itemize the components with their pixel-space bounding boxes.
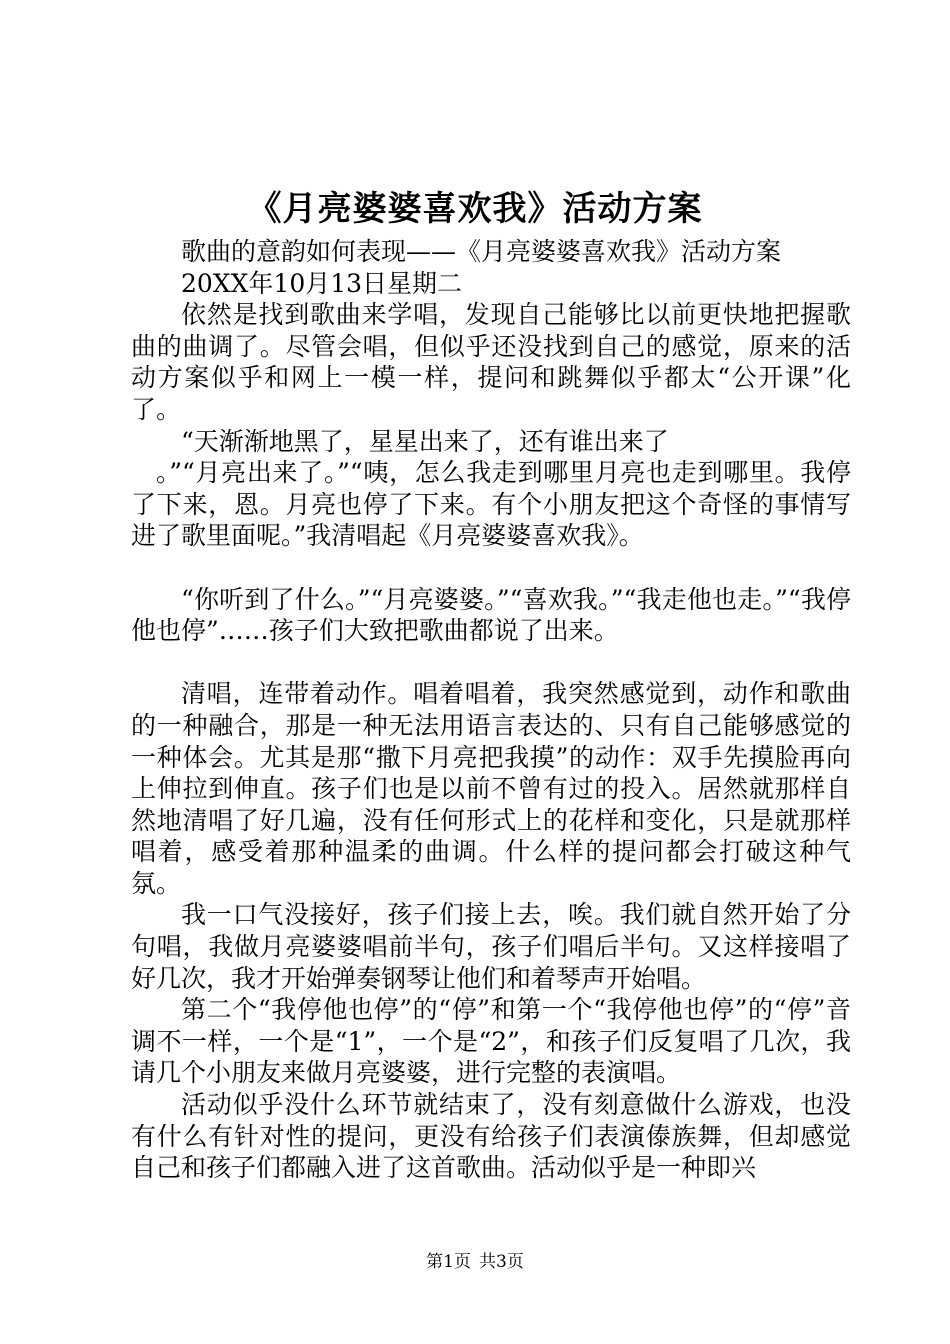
- document-title: 《月亮婆婆喜欢我》活动方案: [247, 189, 703, 229]
- paragraph: “天渐渐地黑了，星星出来了，还有谁出来了: [181, 426, 669, 456]
- page-footer: [0, 1250, 950, 1274]
- paragraph-subtitle: 歌曲的意韵如何表现——《月亮婆婆喜欢我》活动方案: [181, 237, 782, 266]
- page-number: 第1页: [426, 1252, 471, 1272]
- paragraph-date: 20XX年10月13日星期二: [181, 268, 463, 298]
- paragraph: 活动似乎没什么环节就结束了，没有刻意做什么游戏，也没有什么有针对性的提问，更没有给孩子们表演傣族舞，但却感觉自己和孩子们都融入进了这首歌曲。活动似乎是一种即兴: [131, 1090, 851, 1183]
- paragraph: 。”“月亮出来了。”“咦，怎么我走到哪里月亮也走到哪里。我停了下来，恩。月亮也停了下来。有个小朋友把这个奇怪的事情写进了歌里面呢。”我清唱起《月亮婆婆喜欢我》。: [131, 458, 851, 551]
- document-body: [131, 236, 851, 1184]
- paragraph: 第二个“我停他也停”的“停”和第一个“我停他也停”的“停”音调不一样，一个是“1”，一个是“2”，和孩子们反复唱了几次，我请几个小朋友来做月亮婆婆，进行完整的表演唱。: [131, 995, 851, 1088]
- page-total: 共3页: [479, 1252, 524, 1272]
- paragraph: 清唱，连带着动作。唱着唱着，我突然感觉到，动作和歌曲的一种融合，那是一种无法用语言表达的、只有自己能够感觉的一种体会。尤其是那“撒下月亮把我摸”的动作：双手先摸脸再向上伸拉到伸直。孩子们也是以前不曾有过的投入。居然就那样自然地清唱了好几遍，没有任何形式上的花样和变化，只是就那样唱着，感受着那种温柔的曲调。什么样的提问都会打破这种气氛。: [131, 679, 851, 898]
- paragraph: “你听到了什么。”“月亮婆婆。”“喜欢我。”“我走他也走。”“我停他也停”……孩子们大致把歌曲都说了出来。: [131, 584, 851, 646]
- paragraph: 依然是找到歌曲来学唱，发现自己能够比以前更快地把握歌曲的曲调了。尽管会唱，但似乎还没找到自己的感觉，原来的活动方案似乎和网上一模一样，提问和跳舞似乎都太“公开课”化了。: [131, 300, 851, 424]
- paragraph: 我一口气没接好，孩子们接上去，唉。我们就自然开始了分句唱，我做月亮婆婆唱前半句，孩子们唱后半句。又这样接唱了好几次，我才开始弹奏钢琴让他们和着琴声开始唱。: [131, 900, 851, 993]
